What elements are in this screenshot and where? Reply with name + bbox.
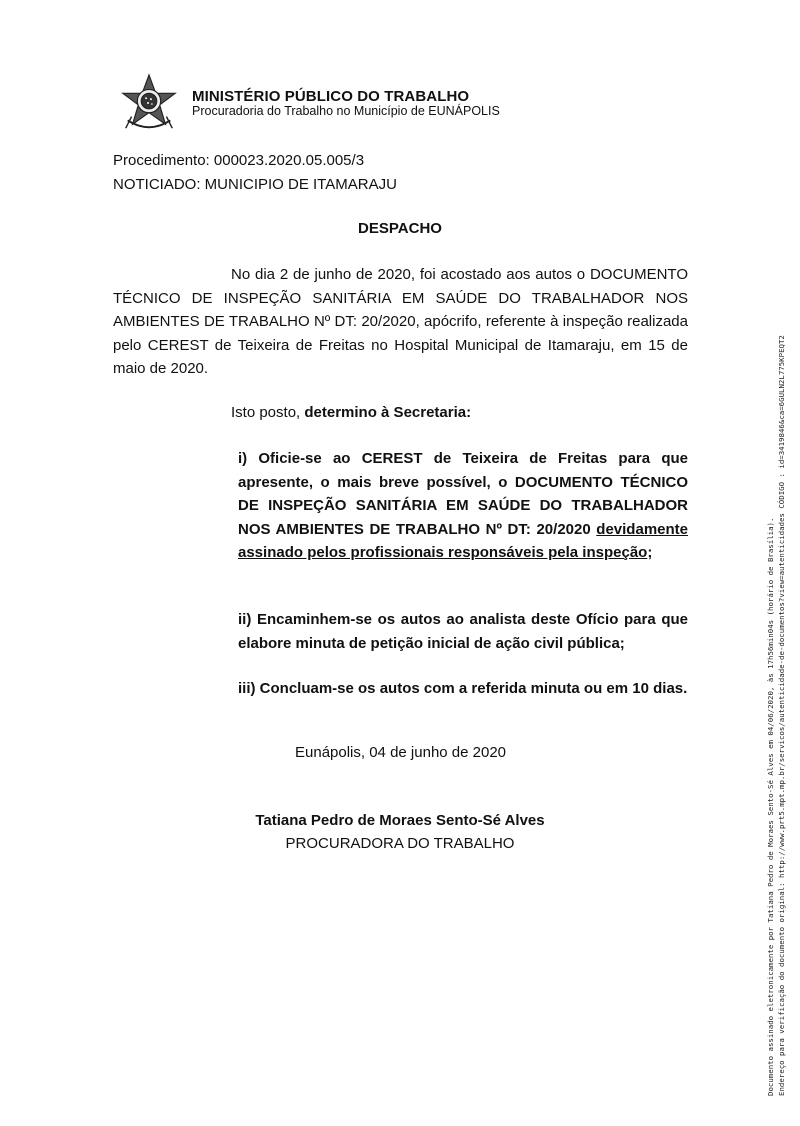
org-name: MINISTÉRIO PÚBLICO DO TRABALHO xyxy=(192,88,470,105)
item-1 xyxy=(238,447,688,565)
org-subtitle: Procuradoria do Trabalho no Município de EUNÁPOLIS xyxy=(192,104,500,118)
signer-name: Tatiana Pedro de Moraes Sento-Sé Alves xyxy=(255,812,545,829)
item-2: ii) Encaminhem-se os autos ao analista deste Ofício para que elabore minuta de petição inicial de ação civil pública; xyxy=(238,611,688,652)
isto-posto-text: Isto posto, xyxy=(231,404,305,421)
intro-paragraph xyxy=(113,263,688,381)
item-1-end: ; xyxy=(647,544,653,561)
side-note-line-1: Documento assinado eletronicamente por Tatiana Pedro de Moraes Sento-Sé Alves em 04/06/2020, às 17h56min04s (horário de Brasília). xyxy=(766,517,775,1096)
authentication-side-note xyxy=(765,335,787,1096)
side-note-line-2: Endereço para verificação do documento original: http://www.prt5.mpt.mp.br/servicos/autenticidade-de-documentos?view=autenticidades CÓDIGO : id=3419846&ca=6GULN2L775KPEQT2 xyxy=(777,335,786,1096)
item-1-text: i) Oficie-se ao CEREST de Teixeira de Freitas para que apresente, o mais breve possível, o DOCUMENTO TÉCNICO DE INSPEÇÃO SANITÁRIA EM SAÚDE DO TRABALHADOR NOS AMBIENTES DE TRABALHO Nº DT: 20/2020 xyxy=(238,450,688,538)
procedimento-line: Procedimento: 000023.2020.05.005/3 xyxy=(113,152,365,169)
coat-of-arms-emblem xyxy=(118,72,180,134)
signer-role: PROCURADORA DO TRABALHO xyxy=(285,835,515,852)
item-1-underlined: devidamente assinado pelos profissionais responsáveis pela inspeção xyxy=(238,520,688,561)
item-3: iii) Concluam-se os autos com a referida minuta ou em 10 dias. xyxy=(238,680,688,697)
intro-paragraph-text: No dia 2 de junho de 2020, foi acostado aos autos o DOCUMENTO TÉCNICO DE INSPEÇÃO SANITÁRIA EM SAÚDE DO TRABALHADOR NOS AMBIENTES DE TRABALHO Nº DT: 20/2020, apócrifo, referente à inspeção realizada pelo CEREST de Teixeira de Freitas no Hospital Municipal de Itamaraju, em 15 de maio de 2020. xyxy=(113,266,688,377)
noticiado-line: NOTICIADO: MUNICIPIO DE ITAMARAJU xyxy=(113,176,397,193)
document-title: DESPACHO xyxy=(358,220,442,237)
decision-line xyxy=(231,404,471,421)
place-date: Eunápolis, 04 de junho de 2020 xyxy=(295,744,507,761)
determino-text: determino à Secretaria: xyxy=(304,404,472,421)
